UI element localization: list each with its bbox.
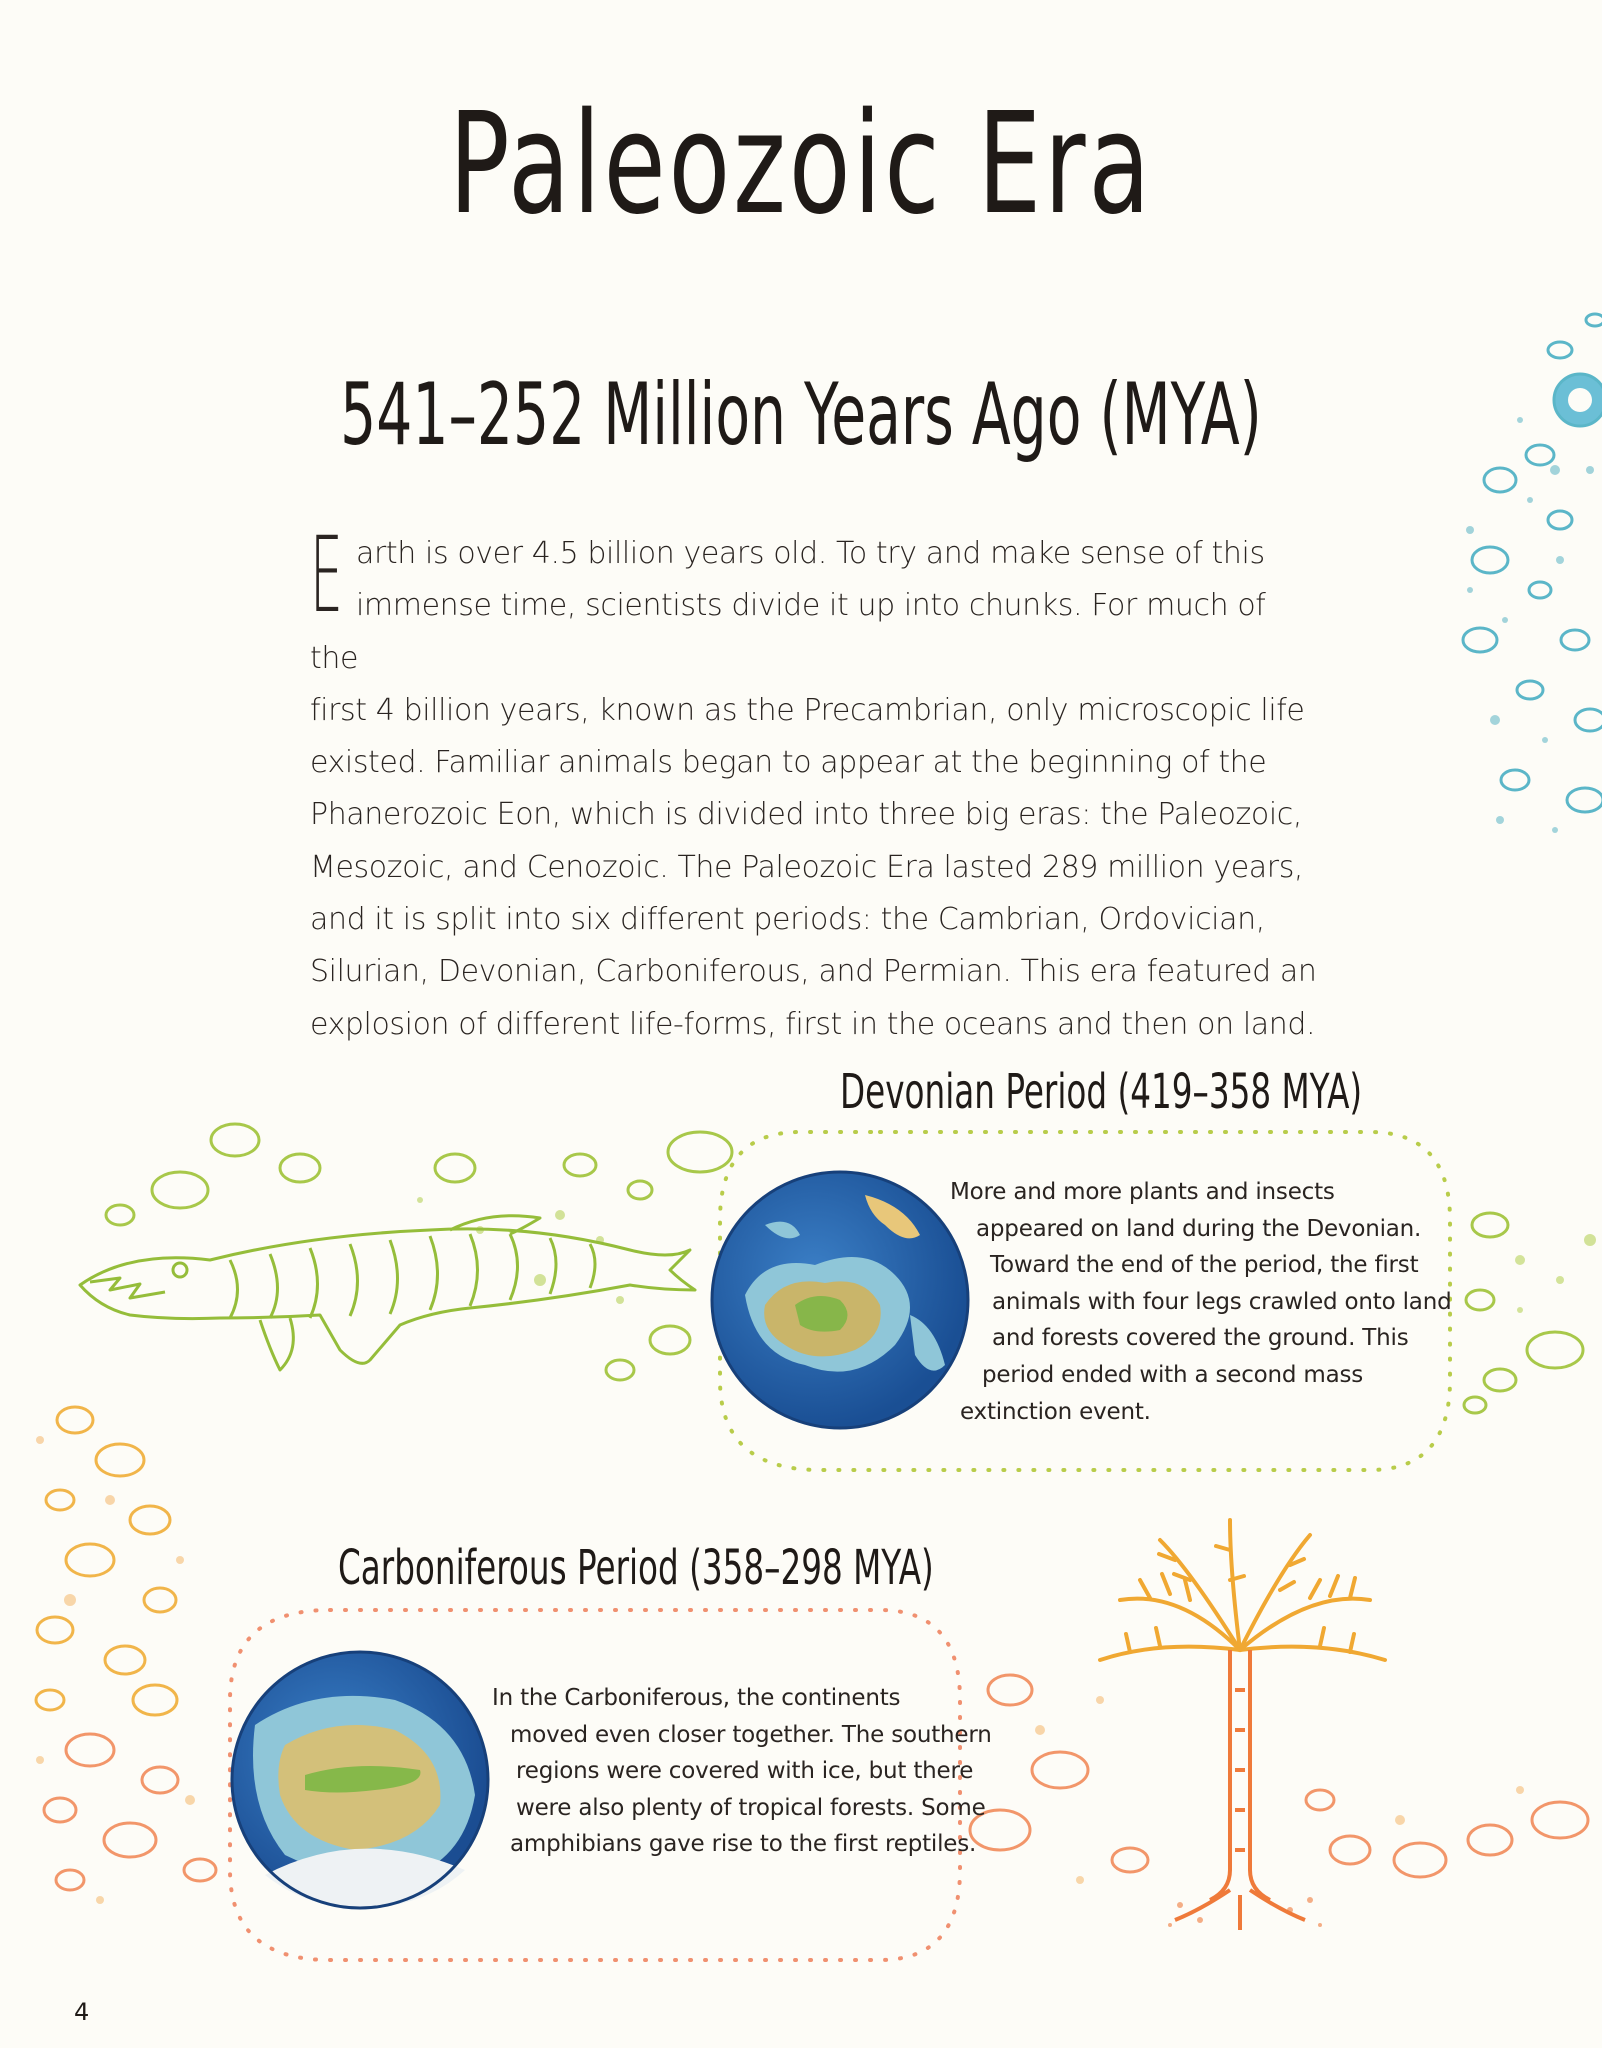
intro-line: and it is split into six different periods: the Cambrian, Ordovician, xyxy=(310,902,1265,938)
devonian-line: Toward the end of the period, the first xyxy=(990,1252,1419,1279)
carboniferous-line: amphibians gave rise to the first reptiles. xyxy=(510,1831,977,1858)
devonian-line: extinction event. xyxy=(960,1398,1151,1425)
lobe-finned-fish-illustration xyxy=(70,1190,700,1380)
intro-paragraph xyxy=(310,514,1320,1051)
devonian-line: appeared on land during the Devonian. xyxy=(976,1215,1422,1242)
intro-line: explosion of different life-forms, first in the oceans and then on land. xyxy=(310,1006,1316,1042)
devonian-heading: Devonian Period (419–358 MYA) xyxy=(840,1064,1363,1120)
devonian-line: and forests covered the ground. This xyxy=(992,1325,1409,1352)
intro-line: Phanerozoic Eon, which is divided into three big eras: the Paleozoic, xyxy=(310,797,1303,833)
teal-pebble-cluster xyxy=(1463,314,1602,812)
intro-line: existed. Familiar animals began to appear at the beginning of the xyxy=(310,745,1267,781)
devonian-globe-illustration xyxy=(705,1165,975,1435)
carboniferous-line: In the Carboniferous, the continents xyxy=(492,1685,901,1711)
intro-line: Silurian, Devonian, Carboniferous, and Permian. This era featured an xyxy=(310,954,1317,990)
intro-line: arth is over 4.5 billion years old. To try and make sense of this xyxy=(356,536,1265,571)
intro-line: Mesozoic, and Cenozoic. The Paleozoic Era lasted 289 million years, xyxy=(310,849,1304,885)
page-subtitle: 541–252 Million Years Ago (MYA) xyxy=(340,365,1262,465)
devonian-line: animals with four legs crawled onto land xyxy=(992,1288,1452,1315)
carboniferous-line: moved even closer together. The southern xyxy=(510,1721,992,1748)
carboniferous-line: were also plenty of tropical forests. Some xyxy=(516,1794,986,1821)
page-title: Paleozoic Era xyxy=(448,83,1154,246)
drop-cap: E xyxy=(310,514,343,636)
devonian-line: period ended with a second mass xyxy=(982,1361,1364,1388)
intro-line: first 4 billion years, known as the Precambrian, only microscopic life xyxy=(310,692,1305,728)
devonian-text xyxy=(952,1174,1451,1430)
carboniferous-globe-illustration xyxy=(225,1645,495,1915)
tree-fern-illustration xyxy=(1080,1510,1400,1940)
orange-pebble-trail xyxy=(36,1407,177,1715)
carboniferous-text xyxy=(492,1680,992,1863)
page-number: 4 xyxy=(74,1998,90,2026)
carboniferous-line: regions were covered with ice, but there xyxy=(516,1758,974,1785)
carboniferous-heading: Carboniferous Period (358–298 MYA) xyxy=(338,1540,934,1596)
intro-line: immense time, scientists divide it up into chunks. For much of the xyxy=(310,588,1266,676)
devonian-line: More and more plants and insects xyxy=(950,1179,1335,1205)
